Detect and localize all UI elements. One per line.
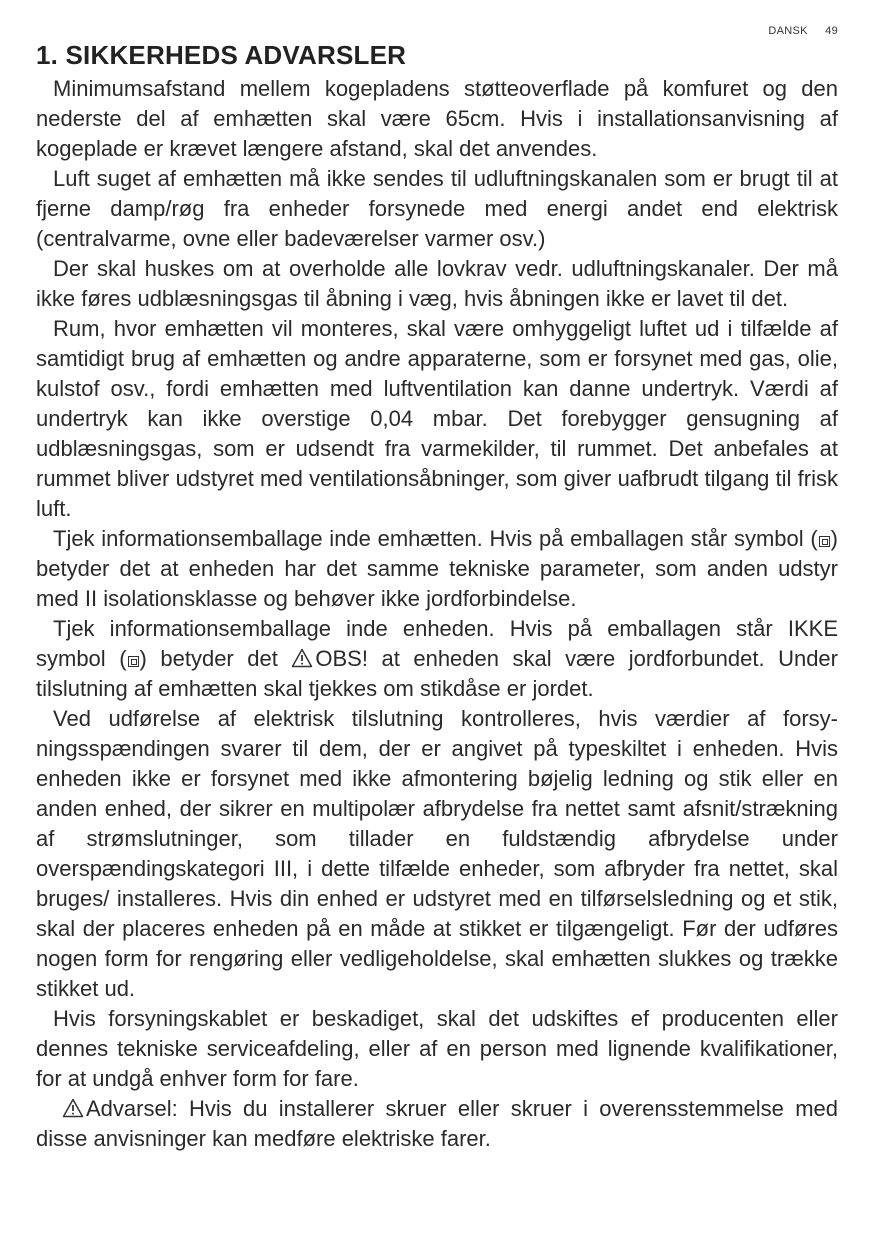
paragraph-duct-regulations: Der skal huskes om at overholde alle lovkrav vedr. udluftningskanaler. Der må ikke føres udblæsningsgas til åbning i væg, hvis åbningen ikke er lavet til det. <box>36 256 838 311</box>
paragraph-room-ventilation: Rum, hvor emhætten vil monteres, skal være omhyggeligt luftet ud i tilfælde af samtidigt brug af emhætten og andre apparaterne, som er forsynet med gas, olie, kulstof osv., fordi emhætten med luftventilation kan danne undertryk. Værdi af undertryk kan ikke overstige 0,04 mbar. Det forebygger gensugning af udblæsningsgas, som er udsendt fra varmekilder, til rummet. Det anbefales at rummet bliver udstyret med ventilationsåbninger, som giver uafbrudt tilgang til frisk luft. <box>36 316 838 521</box>
page-header <box>768 25 838 37</box>
document-body <box>36 74 838 1154</box>
double-insulation-icon <box>128 656 139 667</box>
paragraph-electrical-connection: Ved udførelse af elektrisk tilslutning kontrolleres, hvis værdier af forsyningsspændingen svarer til dem, der er angivet på typeskiltet i enheden. Hvis enheden ikke er forsynet med ikke afmontering bøjelig ledning og stik eller en anden enhed, der sikrer en multipolær afbrydelse fra nettet samt afsnit/strækning af strømslutninger, som tillader en fuldstændig afbrydelse under overspændingskategori III, i dette tilfælde enheder, som afbryder fra nettet, skal bruges/ installeres. Hvis din enhed er udstyret med en tilførselsledning og et stik, skal der placeres enheden på en måde at stikket er tilgængeligt. Før der udføres nogen form for rengøring eller vedligeholdelse, skal emhætten slukkes og trække stikket ud. <box>36 706 838 1001</box>
paragraph-damaged-cable: Hvis forsyningskablet er beskadiget, skal det udskiftes ef producenten eller dennes tekniske serviceafdeling, eller af en person med lignende kvalifikationer, for at undgå enhver form for fare. <box>36 1006 838 1091</box>
paragraph-grounding <box>36 614 838 704</box>
paragraph-hood-distance: Minimumsafstand mellem kogepladens støtteoverflade på komfuret og den nederste del af emhætten skal være 65cm. Hvis i installationsanvisning af kogeplade er krævet længere afstand, skal det anvendes. <box>36 76 838 161</box>
header-language: DANSK <box>768 25 808 37</box>
grounding-text-middle: ) betyder det <box>139 646 292 671</box>
warning-triangle-icon <box>62 1098 84 1118</box>
section-title: 1. SIKKERHEDS ADVARSLER <box>36 40 407 70</box>
paragraph-air-exhaust: Luft suget af emhætten må ikke sendes til udluftningskanalen som er brugt til at fjerne damp/røg fra enheder forsynede med energi andet end elektrisk (centralvarme, ovne eller badeværelser varmer osv.) <box>36 166 838 251</box>
insulation-text-end: ) betyder det at enheden har det samme tekniske parameter, som anden udstyr med II isolationsklasse og behøver ikke jordforbindelse. <box>36 526 838 611</box>
insulation-text-start: Tjek informationsemballage inde emhætten. Hvis på emballagen står symbol ( <box>53 526 818 551</box>
grounding-text-start: Tjek informationsemballage inde enheden. Hvis på emballagen står IKKE symbol ( <box>36 616 838 671</box>
grounding-text-end: OBS! at enheden skal være jordforbundet. Under tilslutning af emhætten skal tjekkes om stikdåse er jordet. <box>36 646 838 701</box>
paragraph-warning <box>36 1094 838 1154</box>
header-page-number: 49 <box>825 25 838 37</box>
warning-text: Advarsel: Hvis du installerer skruer eller skruer i overensstemmelse med disse anvisninger kan medføre elektriske farer. <box>36 1096 838 1151</box>
double-insulation-icon <box>819 536 830 547</box>
paragraph-insulation-class <box>36 524 838 614</box>
warning-triangle-icon <box>291 648 313 668</box>
